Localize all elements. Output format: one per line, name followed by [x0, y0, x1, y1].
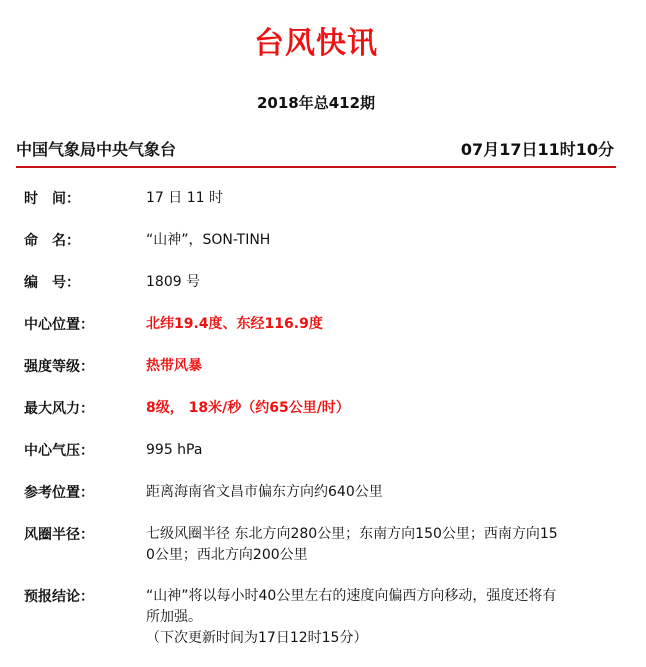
- wind-radius-line: 七级风圈半径 东北方向280公里；东南方向150公里；西南方向15: [146, 526, 558, 542]
- field-label: 参考位置：: [24, 485, 94, 501]
- issue-number: 2018年总412期: [256, 94, 376, 112]
- field-label: 编 号：: [24, 275, 80, 291]
- field-value: [146, 586, 611, 649]
- field-label: 中心位置：: [24, 317, 94, 333]
- forecast-line: “山神”将以每小时40公里左右的速度向偏西方向移动，强度还将有: [146, 588, 557, 604]
- field-label: 预报结论：: [24, 589, 94, 605]
- field-value: 1809 号: [146, 274, 201, 290]
- field-value: 热带风暴: [146, 358, 202, 374]
- field-value: “山神”，SON-TINH: [146, 232, 271, 248]
- field-value: 8级， 18米/秒（约65公里/时）: [146, 400, 350, 416]
- field-label: 强度等级：: [24, 359, 94, 375]
- next-update-note: （下次更新时间为17日12时15分）: [146, 630, 368, 646]
- bulletin-title: 台风快讯: [254, 26, 378, 61]
- field-label: 风圈半径：: [24, 527, 94, 543]
- field-value: 17 日 11 时: [146, 190, 223, 206]
- wind-radius-line: 0公里；西北方向200公里: [146, 547, 308, 563]
- field-value: 距离海南省文昌市偏东方向约640公里: [146, 484, 383, 500]
- field-label: 命 名：: [24, 233, 80, 249]
- field-value: [146, 524, 611, 566]
- forecast-line: 所加强。: [146, 609, 202, 625]
- field-label: 最大风力：: [24, 401, 94, 417]
- issuing-agency: 中国气象局中央气象台: [16, 140, 177, 159]
- bulletin-header: [16, 137, 616, 161]
- field-value: 北纬19.4度、东经116.9度: [146, 316, 323, 332]
- field-label: 中心气压：: [24, 443, 94, 459]
- issue-datetime: 07月17日11时10分: [460, 140, 614, 159]
- field-value: 995 hPa: [146, 442, 203, 458]
- header-divider: [16, 166, 616, 168]
- field-label: 时 间：: [24, 191, 80, 207]
